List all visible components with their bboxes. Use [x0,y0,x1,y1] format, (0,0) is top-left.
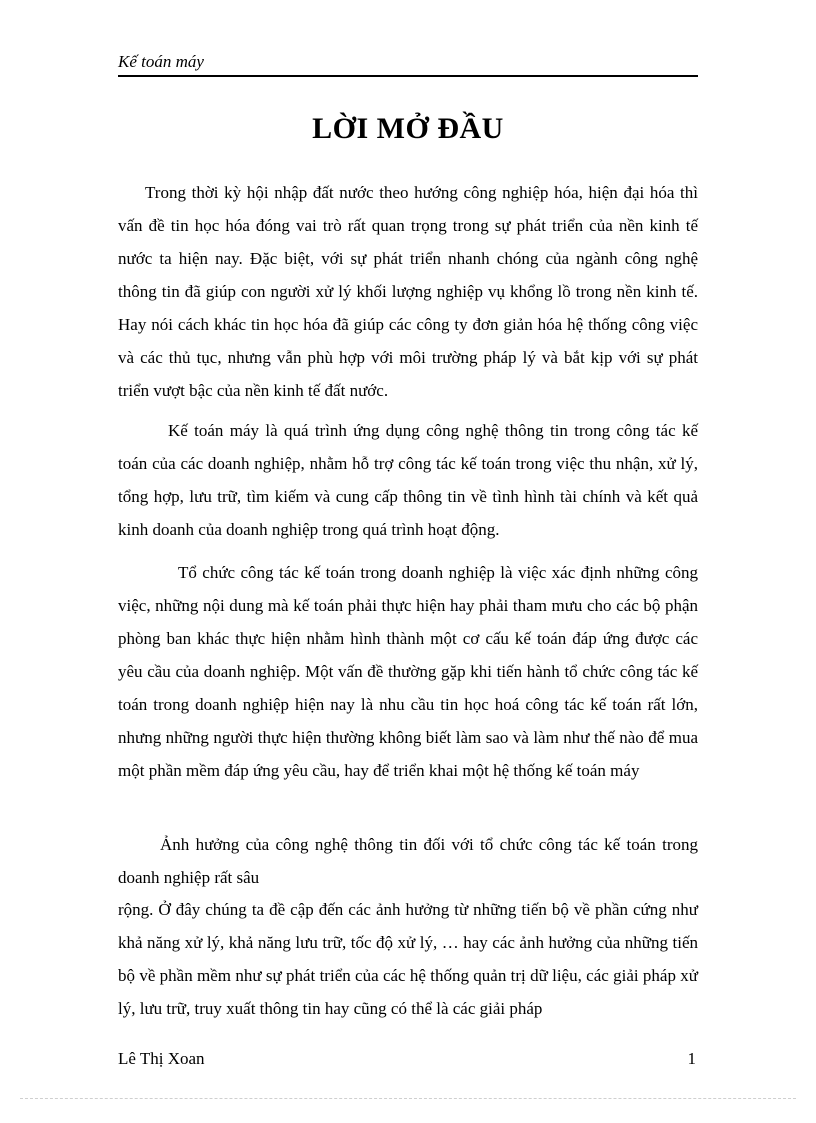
header-title: Kế toán máy [118,52,204,71]
footer-author: Lê Thị Xoan [118,1049,205,1068]
paragraph-4: Ảnh hưởng của công nghệ thông tin đối với tổ chức công tác kế toán trong doanh nghiệp rất sâu [118,835,698,887]
paragraph-3: Tổ chức công tác kế toán trong doanh nghiệp là việc xác định những công việc, những nội dung mà kế toán phải thực hiện hay phải tham mưu cho các bộ phận phòng ban khác thực hiện nhằm hình thành một cơ cấu kế toán đáp ứng được các yêu cầu của doanh nghiệp. Một vấn đề thường gặp khi tiến hành tổ chức công tác kế toán trong doanh nghiệp hiện nay là nhu cầu tin học hoá công tác kế toán rất lớn, nhưng những người thực hiện thường không biết làm sao và làm như thế nào để mua một phần mềm đáp ứng yêu cầu, hay để triển khai một hệ thống kế toán máy [118,563,698,780]
page-title: LỜI MỞ ĐẦU [312,112,504,145]
page-header [118,52,698,77]
page-number: 1 [687,1049,696,1068]
paragraph-5: rộng. Ở đây chúng ta đề cập đến các ảnh hưởng từ những tiến bộ về phần cứng như khả năng xử lý, khả năng lưu trữ, tốc độ xử lý, … hay các ảnh hưởng của những tiến bộ về phần mềm như sự phát triển của các hệ thống quản trị dữ liệu, các giải pháp xử lý, lưu trữ, truy xuất thông tin hay cũng có thể là các giải pháp [118,900,698,1018]
page-bottom-divider [20,1098,796,1099]
paragraph-1: Trong thời kỳ hội nhập đất nước theo hướng công nghiệp hóa, hiện đại hóa thì vấn đề tin học hóa đóng vai trò rất quan trọng trong sự phát triển của nền kinh tế nước ta hiện nay. Đặc biệt, với sự phát triển nhanh chóng của ngành công nghệ thông tin đã giúp con người xử lý khối lượng nghiệp vụ khổng lồ trong nền kinh tế. Hay nói cách khác tin học hóa đã giúp các công ty đơn giản hóa hệ thống công việc và các thủ tục, nhưng vẫn phù hợp với môi trường pháp lý và bắt kịp với sự phát triển vượt bậc của nền kinh tế đất nước. [118,183,698,400]
paragraph-2: Kế toán máy là quá trình ứng dụng công nghệ thông tin trong công tác kế toán của các doanh nghiệp, nhằm hỗ trợ công tác kế toán trong việc thu nhận, xử lý, tổng hợp, lưu trữ, tìm kiếm và cung cấp thông tin về tình hình tài chính và kết quả kinh doanh của doanh nghiệp trong quá trình hoạt động. [118,421,698,539]
